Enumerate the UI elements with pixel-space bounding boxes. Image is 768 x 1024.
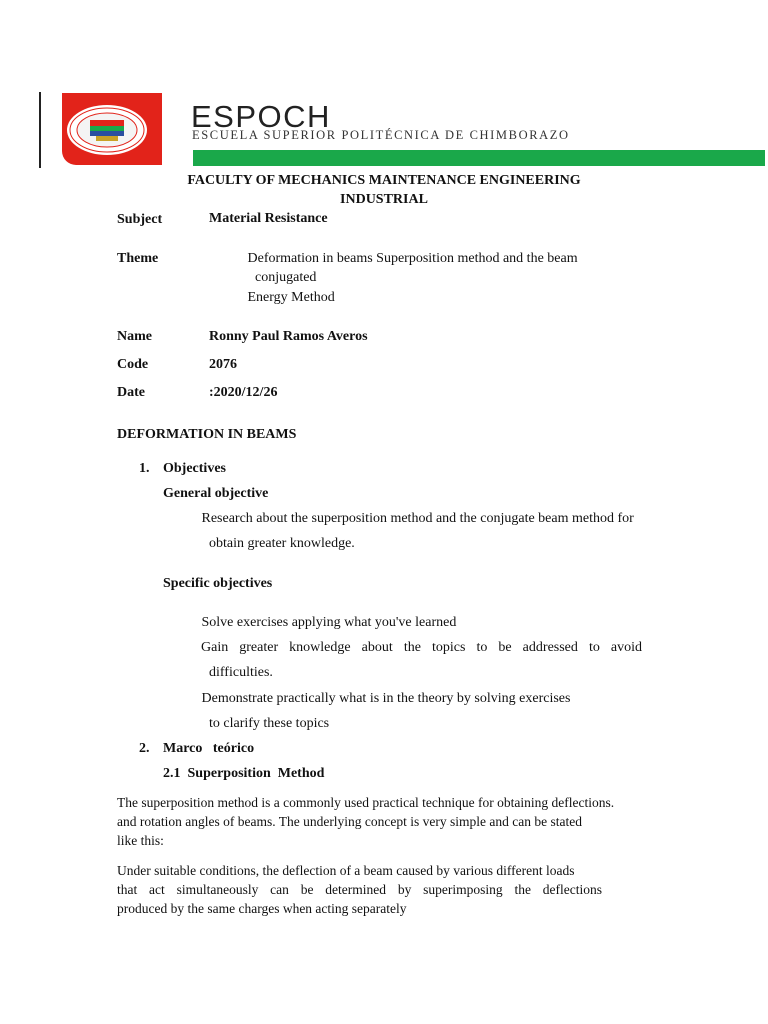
paragraph-line: Under suitable conditions, the deflection of a beam caused by various different loads xyxy=(117,863,575,878)
section-2-number: 2. xyxy=(139,741,150,756)
subject-value: Material Resistance xyxy=(209,211,328,226)
theme-item: Energy Method xyxy=(247,290,335,305)
section-2-title: Marco teórico xyxy=(163,741,255,756)
header-divider-line xyxy=(39,92,41,168)
subsection-2-1-title: 2.1 Superposition Method xyxy=(163,766,325,781)
general-objective-title: General objective xyxy=(163,486,269,501)
brand-name: ESPOCH xyxy=(191,99,331,134)
general-objective-continuation: obtain greater knowledge. xyxy=(209,536,355,551)
paragraph-line: The superposition method is a commonly used practical technique for obtaining deflections. xyxy=(117,795,615,810)
date-label: Date xyxy=(117,385,145,400)
theme-label: Theme xyxy=(117,251,159,266)
espoch-seal-icon xyxy=(62,93,162,165)
specific-objective-continuation: to clarify these topics xyxy=(209,716,330,731)
code-value: 2076 xyxy=(209,357,237,372)
name-value: Ronny Paul Ramos Averos xyxy=(209,329,368,344)
code-label: Code xyxy=(117,357,149,372)
specific-objective-continuation: difficulties. xyxy=(209,665,273,680)
section-1-number: 1. xyxy=(139,461,150,476)
general-objective-item: Research about the superposition method and the conjugate beam method for xyxy=(201,511,634,526)
brand-green-bar xyxy=(193,150,765,166)
paragraph-line: produced by the same charges when acting separately xyxy=(117,901,407,916)
paragraph-superposition-intro xyxy=(117,793,663,850)
section-1-title: Objectives xyxy=(163,461,226,476)
section-heading: DEFORMATION IN BEAMS xyxy=(117,427,297,442)
subject-label: Subject xyxy=(117,212,163,227)
espoch-logo xyxy=(62,93,162,165)
paragraph-line: that act simultaneously can be determined by superimposing the deflections xyxy=(117,882,602,897)
paragraph-line: and rotation angles of beams. The underlying concept is very simple and can be stated xyxy=(117,814,582,829)
brand-subtitle: ESCUELA SUPERIOR POLITÉCNICA DE CHIMBORAZO xyxy=(192,128,570,142)
bullet-box-icon xyxy=(186,639,198,657)
paragraph-superposition-condition xyxy=(117,861,602,918)
faculty-title-line2: INDUSTRIAL xyxy=(340,192,428,207)
theme-item: Deformation in beams Superposition method and the beam xyxy=(247,251,578,266)
specific-objective-item: Gain greater knowledge about the topics to be addressed to avoid xyxy=(186,639,642,657)
specific-objective-item: Solve exercises applying what you've learned xyxy=(201,615,457,630)
theme-item-continuation: conjugated xyxy=(255,270,317,285)
specific-objective-item: Demonstrate practically what is in the theory by solving exercises xyxy=(201,691,571,706)
name-label: Name xyxy=(117,329,152,344)
date-value: :2020/12/26 xyxy=(209,385,278,400)
paragraph-line: like this: xyxy=(117,833,164,848)
faculty-title-line1: FACULTY OF MECHANICS MAINTENANCE ENGINEERING xyxy=(187,173,581,188)
specific-objectives-title: Specific objectives xyxy=(163,576,273,591)
